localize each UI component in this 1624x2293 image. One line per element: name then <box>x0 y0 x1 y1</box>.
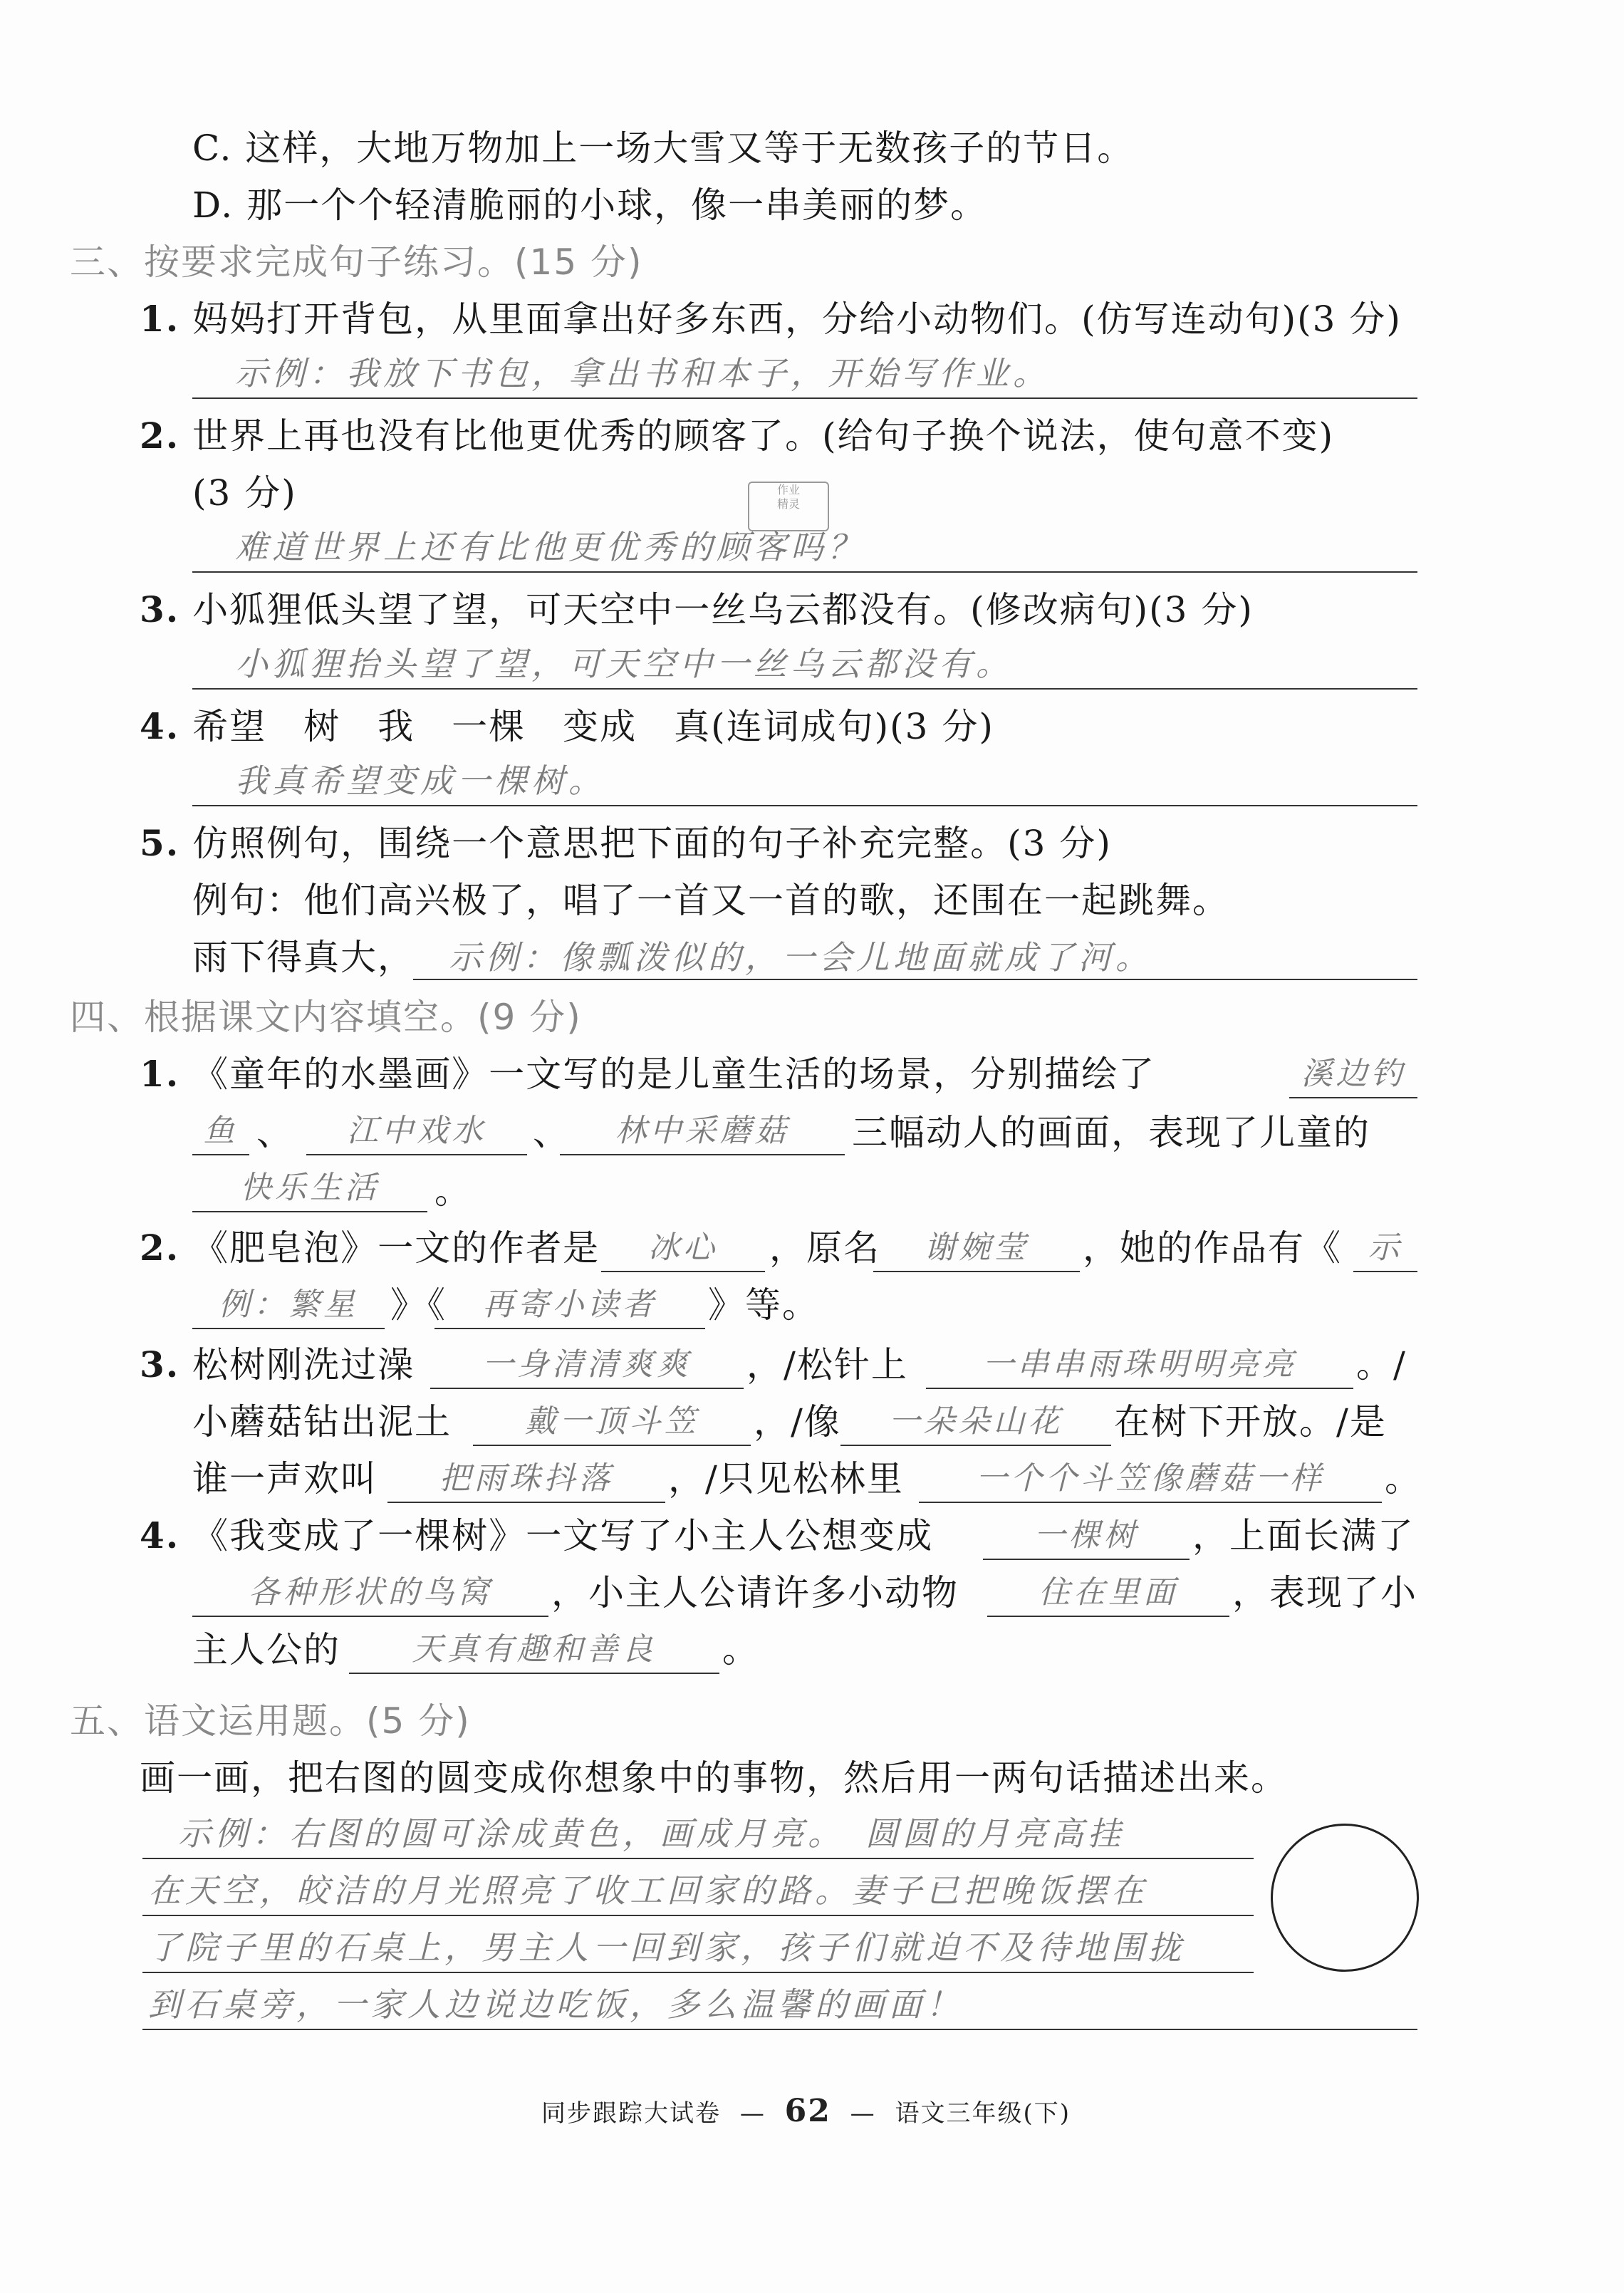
blank-4-3-4[interactable]: 一朵朵山花 <box>840 1402 1111 1446</box>
question-3-2-score: (3 分) <box>192 472 297 514</box>
grade-label: 语文三年级(下) <box>895 2099 1071 2128</box>
blank-4-3-3[interactable]: 戴一顶斗笠 <box>473 1402 751 1446</box>
drawing-circle[interactable] <box>1271 1824 1419 1972</box>
separator: 、 <box>533 1112 570 1153</box>
question-number: 2. <box>140 1227 180 1269</box>
footer-dash: — <box>850 2099 876 2128</box>
option-c: C. 这样，大地万物加上一场大雪又等于无数孩子的节日。 <box>192 128 1135 169</box>
question-number: 1. <box>140 1053 180 1095</box>
blank-4-4-1[interactable]: 一棵树 <box>983 1516 1190 1560</box>
question-text: 希望 树 我 一棵 变成 真(连词成句)(3 分) <box>192 706 994 747</box>
handwritten-answer: 示例：像瓢泼似的，一会儿地面就成了河。 <box>449 938 1152 977</box>
question-4-1 <box>140 1051 1155 1097</box>
example-sentence: 例句：他们高兴极了，唱了一首又一首的歌，还围在一起跳舞。 <box>192 880 1229 921</box>
answer-line-3-1[interactable] <box>192 353 1417 399</box>
handwritten-answer: 在天空，皎洁的月光照亮了收工回家的路。妻子已把晚饭摆在 <box>148 1871 1148 1910</box>
answer-line-5-2[interactable] <box>142 1866 1254 1916</box>
answer-line-3-2[interactable] <box>192 527 1417 573</box>
question-end: 》等。 <box>708 1284 819 1326</box>
blank-4-1-1b[interactable]: 鱼 <box>192 1111 249 1155</box>
question-text: 》《 <box>390 1284 447 1326</box>
question-text: 仿照例句，围绕一个意思把下面的句子补充完整。(3 分) <box>192 823 1112 864</box>
handwritten-answer: 我真希望变成一棵树。 <box>235 761 605 800</box>
question-end: 。 <box>1385 1458 1422 1499</box>
page-footer <box>541 2093 1071 2129</box>
question-text: 。/ <box>1356 1344 1407 1385</box>
question-4-4 <box>140 1513 933 1559</box>
question-text: 《童年的水墨画》一文写的是儿童生活的场景，分别描绘了 <box>192 1054 1156 1095</box>
section-5-prompt: 画一画，把右图的圆变成你想象中的事物，然后用一两句话描述出来。 <box>140 1757 1288 1799</box>
question-end: 。 <box>434 1170 472 1212</box>
section-3-title: 三、按要求完成句子练习。(15 分) <box>70 241 643 283</box>
question-text: 松树刚洗过澡 <box>192 1344 415 1385</box>
question-number: 3. <box>140 1343 180 1385</box>
question-text: 世界上再也没有比他更优秀的顾客了。(给句子换个说法，使句意不变) <box>192 415 1335 457</box>
question-3-4 <box>140 704 994 749</box>
question-number: 5. <box>140 822 180 864</box>
handwritten-answer: 到石桌旁，一家人边说边吃饭，多么温馨的画面！ <box>148 1985 963 2024</box>
blank-4-1-3[interactable]: 林中采蘑菇 <box>560 1111 845 1155</box>
blank-4-2-3a[interactable]: 示 <box>1353 1228 1417 1272</box>
question-text: 三幅动人的画面，表现了儿童的 <box>852 1112 1370 1153</box>
answer-line-5-4[interactable] <box>142 1980 1417 2030</box>
blank-4-1-1a[interactable]: 溪边钓 <box>1289 1054 1417 1098</box>
question-end: 。 <box>722 1629 759 1670</box>
question-text: 《我变成了一棵树》一文写了小主人公想变成 <box>192 1515 934 1556</box>
question-text: 谁一声欢叫 <box>192 1458 378 1499</box>
blank-4-2-1[interactable]: 冰心 <box>601 1228 765 1272</box>
blank-4-4-3[interactable]: 住在里面 <box>987 1573 1229 1617</box>
question-number: 1. <box>140 298 180 340</box>
question-text: ，/只见松林里 <box>668 1458 904 1499</box>
answer-line-5-1[interactable] <box>142 1809 1254 1859</box>
blank-4-3-5[interactable]: 把雨珠抖落 <box>387 1459 665 1503</box>
book-title: 同步跟踪大试卷 <box>541 2099 721 2128</box>
question-number: 4. <box>140 1514 180 1556</box>
handwritten-answer: 示例：我放下书包，拿出书和本子，开始写作业。 <box>235 354 1050 392</box>
blank-4-3-1[interactable]: 一身清清爽爽 <box>430 1345 744 1389</box>
question-4-3 <box>140 1342 415 1388</box>
answer-line-3-4[interactable] <box>192 761 1417 806</box>
answer-line-3-5[interactable] <box>413 935 1417 980</box>
question-number: 2. <box>140 415 180 457</box>
question-text: ，小主人公请许多小动物 <box>551 1572 959 1613</box>
watermark-stamp: 作业 精灵 <box>748 482 829 531</box>
question-text: 妈妈打开背包，从里面拿出好多东西，分给小动物们。(仿写连动句)(3 分) <box>192 298 1402 340</box>
question-text: ，表现了小 <box>1232 1572 1417 1613</box>
blank-4-2-4[interactable]: 再寄小读者 <box>434 1285 705 1329</box>
handwritten-answer: 难道世界上还有比他更优秀的顾客吗？ <box>235 528 865 566</box>
question-3-3 <box>140 587 1254 633</box>
question-4-2 <box>140 1225 600 1271</box>
answer-line-5-3[interactable] <box>142 1923 1254 1973</box>
blank-4-2-3b[interactable]: 例：繁星 <box>192 1285 385 1329</box>
question-text: 小狐狸低头望了望，可天空中一丝乌云都没有。(修改病句)(3 分) <box>192 589 1254 630</box>
sentence-prompt: 雨下得真大， <box>192 937 415 978</box>
question-text: ，上面长满了 <box>1192 1515 1415 1556</box>
answer-line-3-3[interactable] <box>192 644 1417 690</box>
question-3-2 <box>140 413 1334 459</box>
question-3-1 <box>140 296 1402 342</box>
question-text: 《肥皂泡》一文的作者是 <box>192 1227 600 1269</box>
question-text: ，原名 <box>769 1227 880 1269</box>
question-3-5 <box>140 821 1112 866</box>
handwritten-answer: 小狐狸抬头望了望，可天空中一丝乌云都没有。 <box>235 645 1013 683</box>
separator: 、 <box>256 1112 293 1153</box>
question-number: 3. <box>140 588 180 630</box>
blank-4-4-2[interactable]: 各种形状的鸟窝 <box>192 1573 548 1617</box>
footer-dash: — <box>739 2099 766 2128</box>
question-text: ，/像 <box>754 1401 841 1442</box>
blank-4-1-2[interactable]: 江中戏水 <box>306 1111 527 1155</box>
blank-4-3-6[interactable]: 一个个斗笠像蘑菇一样 <box>919 1459 1382 1503</box>
option-d: D. 那一个个轻清脆丽的小球，像一串美丽的梦。 <box>192 184 988 226</box>
blank-4-4-4[interactable]: 天真有趣和善良 <box>349 1630 719 1674</box>
section-4-title: 四、根据课文内容填空。(9 分) <box>70 997 582 1038</box>
handwritten-answer: 示例：右图的圆可涂成黄色，画成月亮。 圆圆的月亮高挂 <box>178 1814 1125 1853</box>
section-5-title: 五、语文运用题。(5 分) <box>70 1700 471 1742</box>
question-text: ，/松针上 <box>746 1344 908 1385</box>
blank-4-1-4[interactable]: 快乐生活 <box>192 1168 427 1212</box>
question-number: 4. <box>140 705 180 747</box>
handwritten-answer: 了院子里的石桌上，男主人一回到家，孩子们就迫不及待地围拢 <box>148 1928 1185 1967</box>
question-text: ，她的作品有《 <box>1083 1227 1342 1269</box>
question-text: 小蘑菇钻出泥土 <box>192 1401 452 1442</box>
question-text: 在树下开放。/是 <box>1114 1401 1387 1442</box>
page-number: 62 <box>784 2093 831 2129</box>
blank-4-3-2[interactable]: 一串串雨珠明明亮亮 <box>926 1345 1353 1389</box>
question-text: 主人公的 <box>192 1629 340 1670</box>
blank-4-2-2[interactable]: 谢婉莹 <box>873 1228 1080 1272</box>
